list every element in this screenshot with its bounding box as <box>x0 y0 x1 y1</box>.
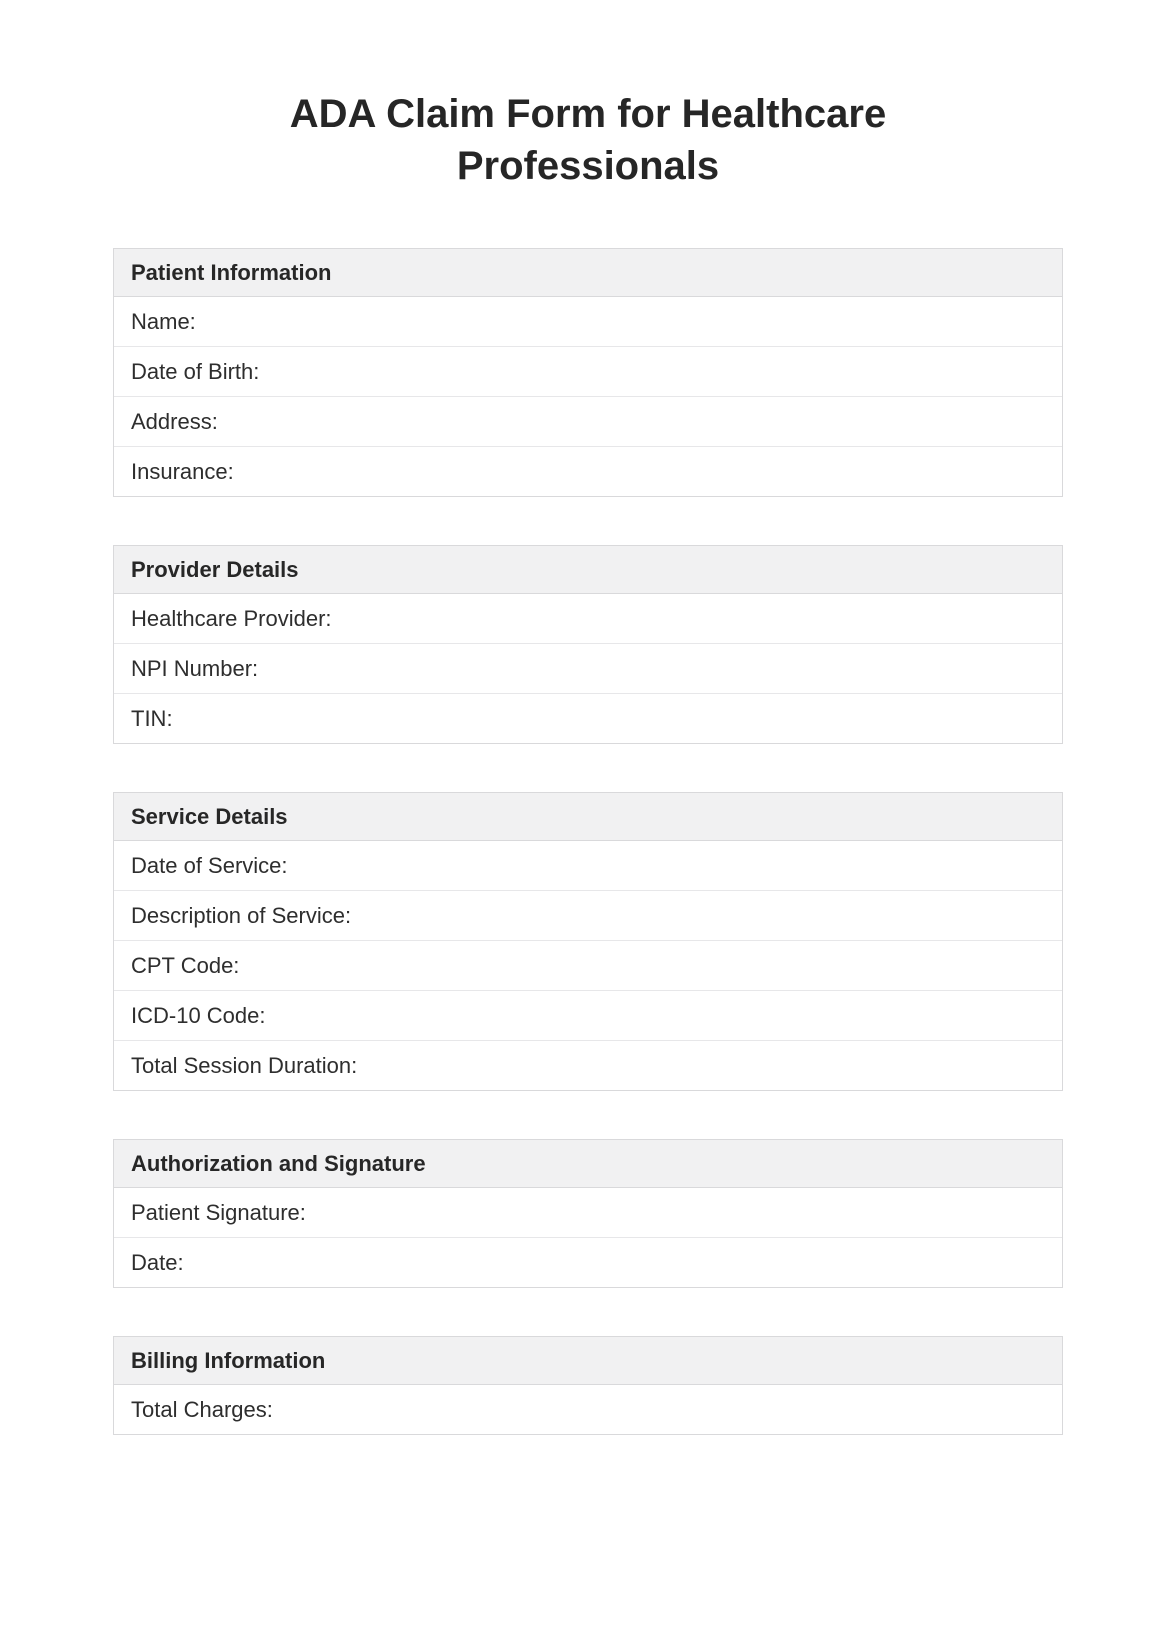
field-value-area[interactable] <box>351 903 1045 928</box>
field-label: Description of Service: <box>131 903 352 928</box>
field-label: Patient Signature: <box>131 1200 306 1225</box>
form-section <box>113 248 1063 497</box>
field-label: CPT Code: <box>131 953 240 978</box>
field-label: NPI Number: <box>131 656 259 681</box>
section-rows <box>114 1188 1062 1287</box>
field-value-area[interactable] <box>239 953 1045 978</box>
field-label: Total Charges: <box>131 1397 273 1422</box>
field-value-area[interactable] <box>332 606 1045 631</box>
form-section <box>113 1336 1063 1435</box>
form-field-row[interactable] <box>114 890 1062 940</box>
form-field-row[interactable] <box>114 693 1062 743</box>
field-value-area[interactable] <box>184 1250 1045 1275</box>
field-label: Date of Service: <box>131 853 288 878</box>
field-label: ICD-10 Code: <box>131 1003 266 1028</box>
form-field-row[interactable] <box>114 990 1062 1040</box>
field-label: Insurance: <box>131 459 234 484</box>
section-rows <box>114 841 1062 1090</box>
form-field-row[interactable] <box>114 841 1062 890</box>
section-heading: Authorization and Signature <box>114 1140 1062 1188</box>
field-label: Address: <box>131 409 218 434</box>
form-field-row[interactable] <box>114 297 1062 346</box>
field-value-area[interactable] <box>234 459 1045 484</box>
section-heading: Patient Information <box>114 249 1062 297</box>
section-heading: Billing Information <box>114 1337 1062 1385</box>
field-value-area[interactable] <box>288 853 1045 878</box>
form-field-row[interactable] <box>114 594 1062 643</box>
field-label: TIN: <box>131 706 173 731</box>
form-field-row[interactable] <box>114 446 1062 496</box>
form-section <box>113 792 1063 1091</box>
form-field-row[interactable] <box>114 1385 1062 1434</box>
form-field-row[interactable] <box>114 1188 1062 1237</box>
field-label: Healthcare Provider: <box>131 606 332 631</box>
field-value-area[interactable] <box>273 1397 1045 1422</box>
field-value-area[interactable] <box>306 1200 1045 1225</box>
field-value-area[interactable] <box>196 309 1045 334</box>
field-value-area[interactable] <box>173 706 1045 731</box>
field-value-area[interactable] <box>218 409 1045 434</box>
section-heading: Service Details <box>114 793 1062 841</box>
form-field-row[interactable] <box>114 346 1062 396</box>
field-label: Total Session Duration: <box>131 1053 358 1078</box>
field-label: Date: <box>131 1250 184 1275</box>
field-value-area[interactable] <box>266 1003 1045 1028</box>
form-field-row[interactable] <box>114 1237 1062 1287</box>
form-sections <box>0 248 1176 1435</box>
form-field-row[interactable] <box>114 643 1062 693</box>
field-label: Name: <box>131 309 196 334</box>
section-rows <box>114 297 1062 496</box>
form-section <box>113 1139 1063 1288</box>
form-field-row[interactable] <box>114 396 1062 446</box>
page-title: ADA Claim Form for Healthcare Professionals <box>289 92 887 188</box>
field-label: Date of Birth: <box>131 359 260 384</box>
form-field-row[interactable] <box>114 1040 1062 1090</box>
field-value-area[interactable] <box>258 656 1045 681</box>
form-section <box>113 545 1063 744</box>
section-heading: Provider Details <box>114 546 1062 594</box>
section-rows <box>114 1385 1062 1434</box>
section-rows <box>114 594 1062 743</box>
field-value-area[interactable] <box>357 1053 1045 1078</box>
field-value-area[interactable] <box>259 359 1045 384</box>
form-field-row[interactable] <box>114 940 1062 990</box>
